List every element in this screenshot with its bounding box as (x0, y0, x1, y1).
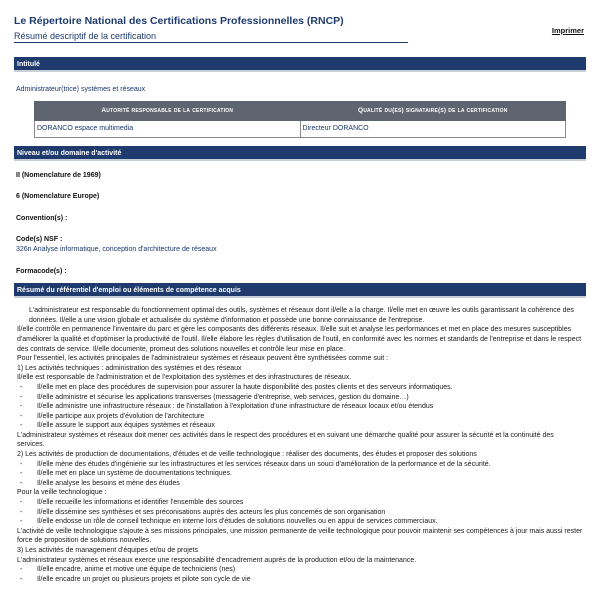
bullet-item: - Il/elle mène des études d'ingénierie sur les infrastructures et les services réseaux dans un souci d'amélioration de la performance et de la sécurité. (17, 460, 583, 470)
spacer (16, 255, 584, 267)
nsf-value: 326n Analyse informatique, conception d'architecture de réseaux (16, 245, 217, 253)
bullet-item: - Il/elle encadre un projet ou plusieurs projets et pilote son cycle de vie (17, 575, 583, 585)
paragraph: Pour l'essentiel, les activités principales de l'administrateur systèmes et réseaux peuvent être synthétisées comme suit : (17, 355, 389, 363)
nsf-label: Code(s) NSF : (16, 236, 63, 244)
paragraph: Pour la veille technologique : (17, 489, 107, 497)
column-header-authority (35, 101, 301, 120)
section-header-intitule: Intitulé (14, 57, 586, 72)
spacer (16, 223, 584, 235)
section-header-niveau: Niveau et/ou domaine d'activité (14, 146, 586, 161)
section-header-resume: Résumé du référentiel d'emploi ou éléments de compétence acquis (14, 283, 586, 298)
column-header-label: Autorité responsable de la certification (101, 106, 234, 114)
bullet-item: - Il/elle met en place des procédures de supervision pour assurer la haute disponibilité des postes clients et des serveurs informatiques. (17, 383, 583, 393)
conventions-label: Convention(s) : (16, 214, 68, 222)
paragraph: L'administrateur est responsable du fonctionnement optimal des outils, systèmes et réseaux dont il/elle a la charge. Il/elle met en œuvre les outils garantissant la cohérence des données. Il/elle a une vision globale et actualisée du système d'information et possède une bonne connaissance de l'entreprise. (29, 307, 574, 324)
niveau-block (14, 161, 586, 284)
bullet-item: - Il/elle participe aux projets d'évolution de l'architecture (17, 412, 583, 422)
authority-table (34, 101, 566, 138)
header-divider (14, 42, 408, 43)
bullet-item: - Il/elle endosse un rôle de conseil technique en interne lors d'études de solutions nouvelles ou en appui de services commerciaux. (17, 517, 583, 527)
table-row (35, 120, 566, 137)
paragraph: L'administrateur systèmes et réseaux exerce une responsabilité d'encadrement auprès de la production et/ou de la maintenance. (17, 556, 417, 564)
paragraph: L'administrateur systèmes et réseaux doit mener ces activités dans le respect des procédures et en suivant une démarche qualité pour assurer la sécurité et la continuité des services. (17, 431, 554, 449)
paragraph: 1) Les activités techniques : administration des systèmes et des réseaux (17, 364, 242, 372)
paragraph: Il/elle contrôle en permanence l'inventaire du parc et gère les composants des différents réseaux. Il/elle suit et analyse les performances et met en place des mesures susceptibles d'améliorer la qualité et d'optimiser la productivité de l'outil. Il/elle élabore les règles d'utilisation de l'outil, en conformité avec les normes et standards de l'entreprise et dans le respect des contrats de service. Il/elle documente, promeut des solutions nouvelles et contrôle leur mise en place. (17, 326, 582, 353)
bullet-item: - Il/elle met en place un système de documentations techniques. (17, 469, 583, 479)
table-header-row (35, 101, 566, 120)
intitule-value: Administrateur(trice) systèmes et réseaux (16, 86, 146, 93)
bullet-item: - Il/elle encadre, anime et motive une équipe de techniciens (nes) (17, 565, 583, 575)
paragraph: L'activité de veille technologique s'ajoute à ses missions principales, une mission permanente de veille technologique pour pouvoir maintenir ses compétences à jour mais aussi rester force de proposition de solutions nouvelles. (17, 527, 583, 545)
spacer (16, 202, 584, 214)
spacer (16, 180, 584, 192)
nomenclature-europe: 6 (Nomenclature Europe) (16, 193, 100, 201)
bullet-item: - Il/elle recueille les informations et identifier l'ensemble des sources (17, 498, 583, 508)
print-link[interactable]: Imprimer (551, 26, 584, 35)
page-header (14, 15, 408, 43)
formacode-label: Formacode(s) : (16, 267, 67, 275)
paragraph: 2) Les activités de production de documentations, d'études et de veille technologique : réaliser des documents, des études et proposer des solutions (17, 451, 477, 459)
column-header-label: Qualité du(es) signataire(s) de la certification (357, 106, 508, 114)
intitule-block (14, 72, 586, 140)
table-cell-authority: DORANCO espace multimedia (35, 120, 301, 137)
table-cell-signatory: Directeur DORANCO (300, 120, 566, 137)
bullet-item: - Il/elle administre et sécurise les applications transverses (messagerie d'entreprise, web services, gestion du domaine…) (17, 393, 583, 403)
column-header-signatory (300, 101, 566, 120)
nomenclature-1969: II (Nomenclature de 1969) (16, 171, 101, 179)
main-content (14, 57, 586, 584)
paragraph: Il/elle est responsable de l'administration et de l'exploitation des systèmes et des infrastructures de réseaux. (17, 374, 352, 382)
resume-body (14, 298, 586, 584)
page-subtitle: Résumé descriptif de la certification (14, 31, 157, 41)
bullet-item: - Il/elle analyse les besoins et mène des études (17, 479, 583, 489)
paragraph: 3) Les activités de management d'équipes et/ou de projets (17, 547, 199, 554)
bullet-item: - Il/elle assure le support aux équipes systèmes et réseaux (17, 421, 583, 431)
bullet-item: - Il/elle dissémine ses synthèses et ses préconisations auprès des acteurs les plus concernés de son organisation (17, 508, 583, 518)
page-title: Le Répertoire National des Certifications Professionnelles (RNCP) (14, 15, 344, 27)
bullet-item: - Il/elle administre une infrastructure réseaux : de l'installation à l'exploitation d'une infrastructure de réseaux locaux et/ou étendus (17, 402, 583, 412)
